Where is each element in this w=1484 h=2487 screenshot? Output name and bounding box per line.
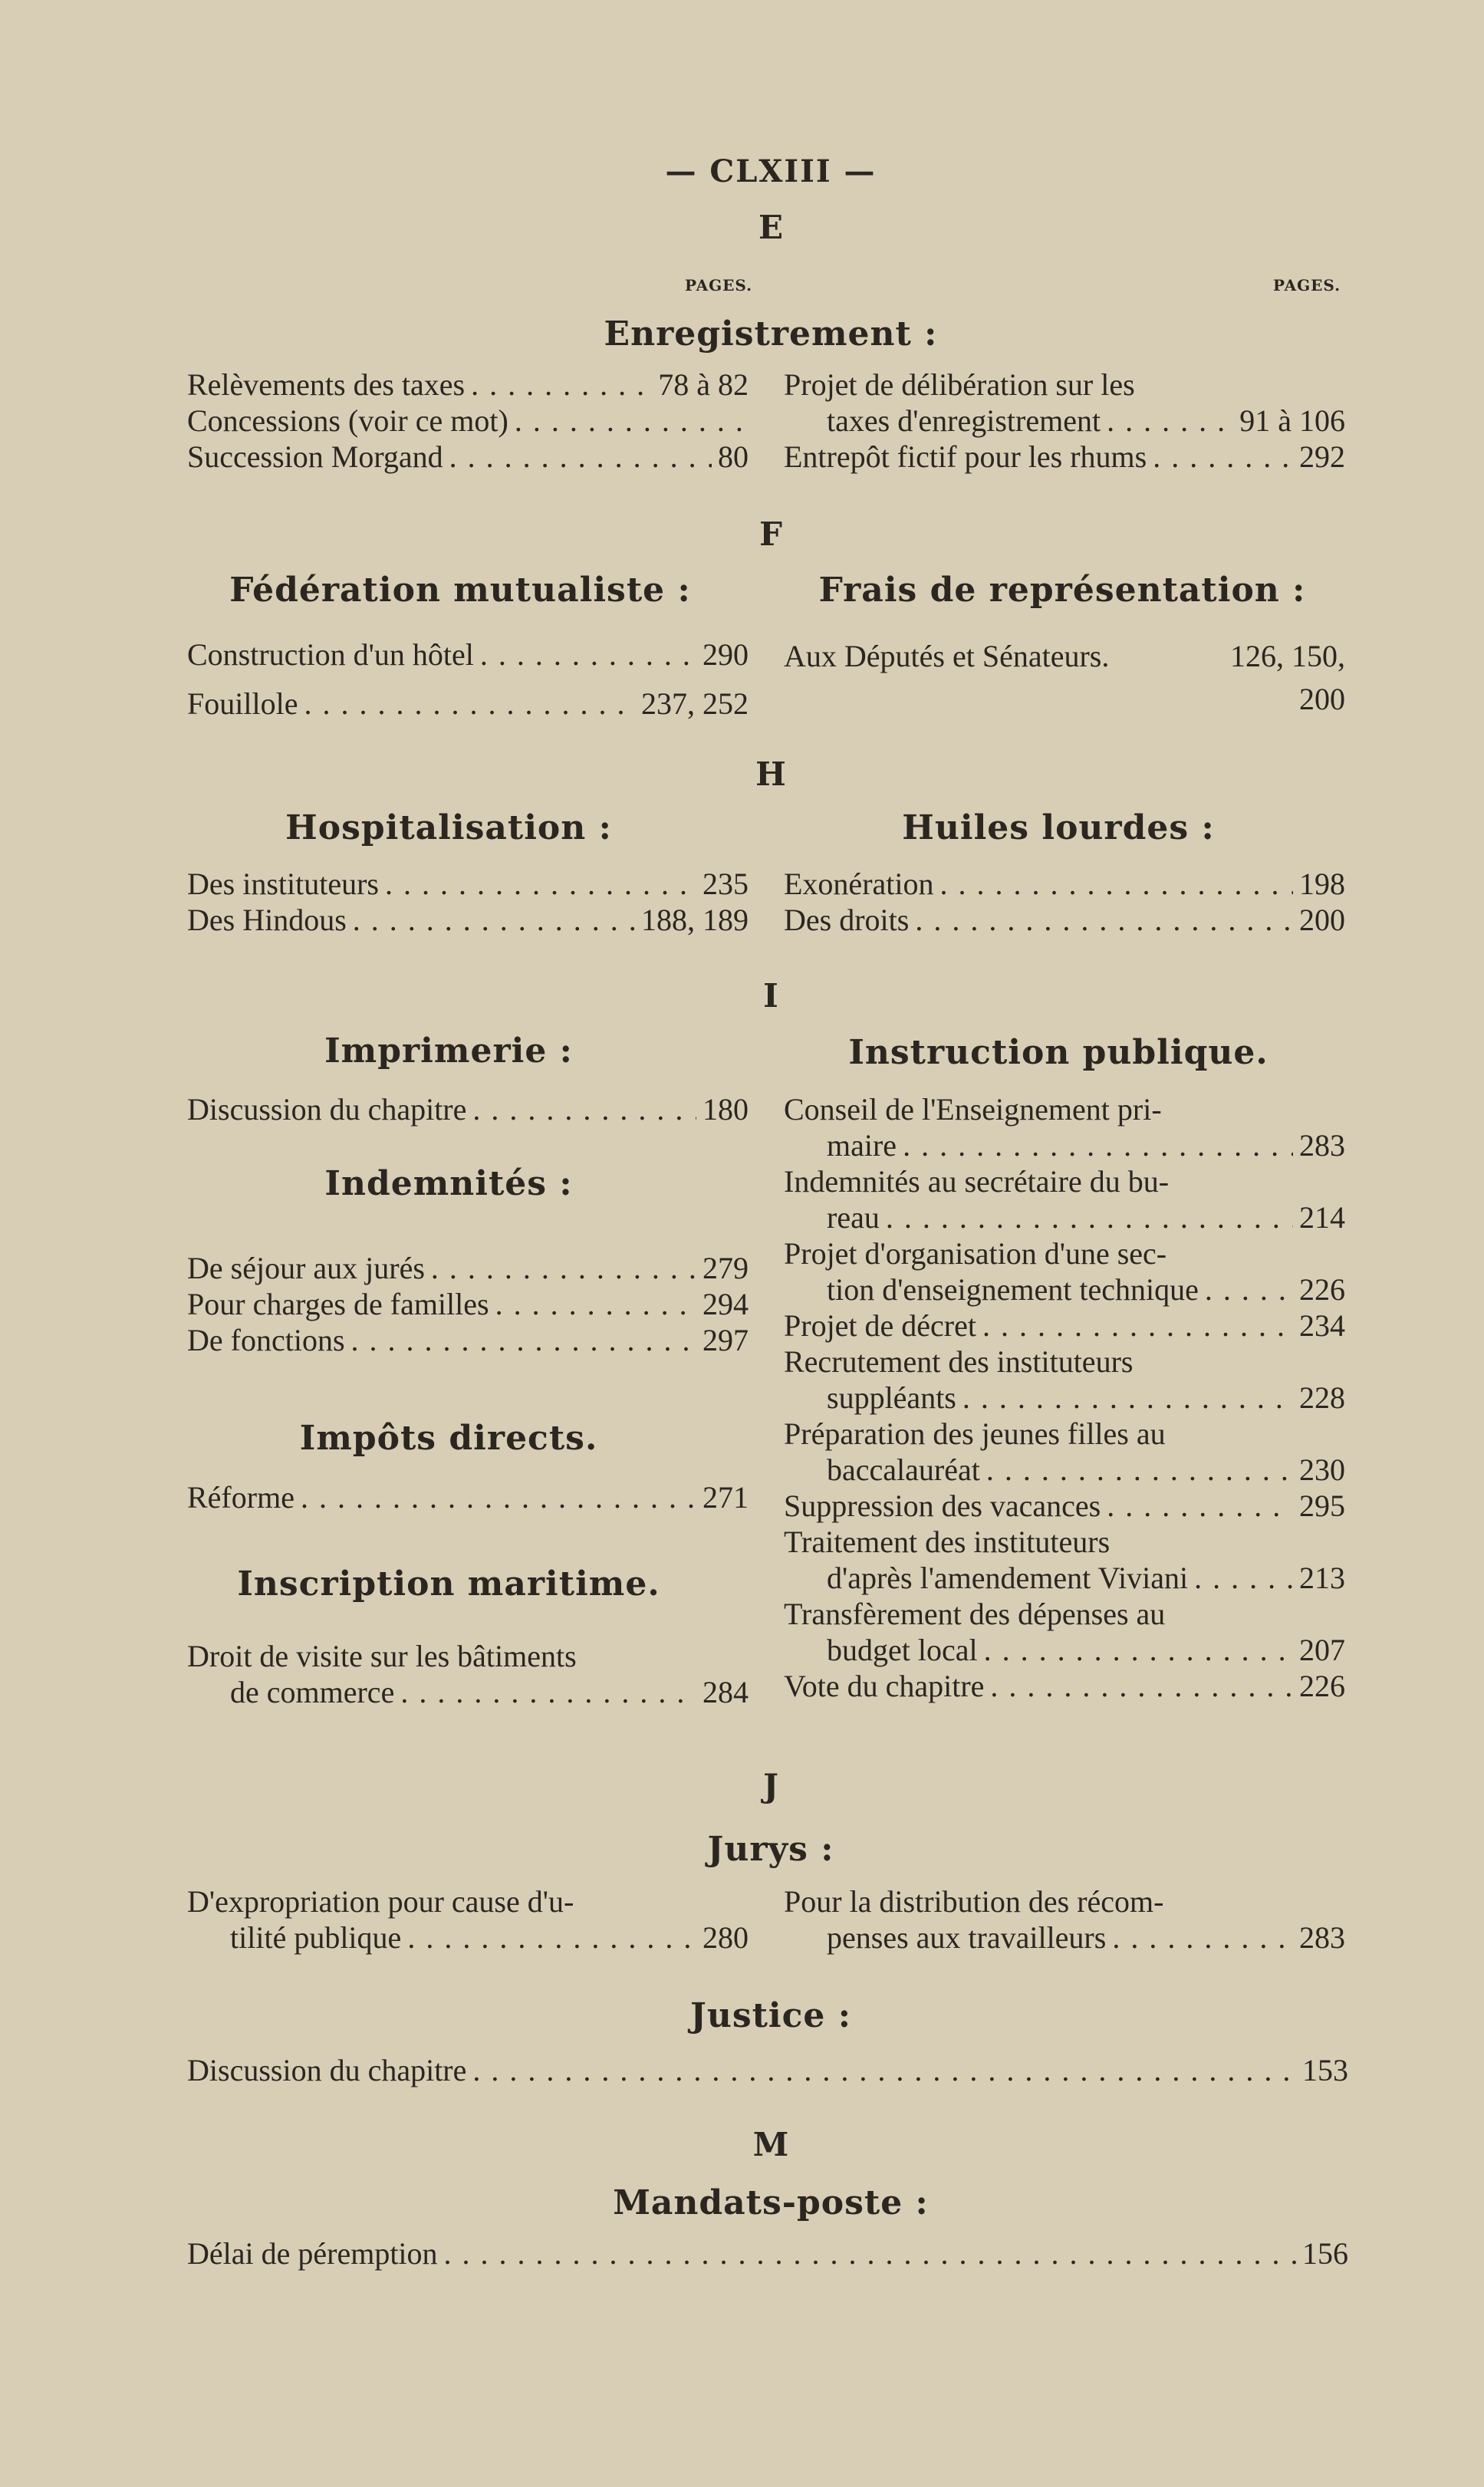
entry-pages: 200 — [1299, 903, 1345, 937]
impots-list — [187, 1479, 749, 1515]
dot-leader — [351, 1322, 696, 1358]
index-entry-line — [187, 679, 749, 729]
entry-text: Vote du chapitre — [784, 1669, 985, 1703]
heading-huiles-lourdes: Huiles lourdes : — [902, 808, 1215, 847]
pages-label-right: PAGES. — [1273, 276, 1341, 294]
index-entry — [784, 866, 1345, 902]
index-entry-line — [784, 1308, 1345, 1344]
index-entry — [784, 1668, 1345, 1704]
index-entry-line — [784, 866, 1345, 902]
index-entry-line — [187, 1883, 749, 1920]
section-letter-h: H — [755, 755, 786, 793]
entry-pages: 295 — [1299, 1489, 1345, 1523]
index-entry — [784, 1091, 1345, 1163]
entry-pages: 294 — [703, 1287, 749, 1321]
entry-text: Projet d'organisation d'une sec- — [784, 1236, 1167, 1271]
entry-text: Projet de délibération sur les — [784, 367, 1135, 402]
dot-leader — [407, 1920, 696, 1956]
index-entry — [784, 1596, 1345, 1668]
dot-leader — [886, 1199, 1293, 1235]
entry-pages: 207 — [1299, 1633, 1345, 1667]
index-entry — [187, 1479, 749, 1515]
heading-hospitalisation: Hospitalisation : — [285, 808, 612, 847]
dot-leader — [982, 1308, 1293, 1344]
index-entry — [784, 1163, 1345, 1235]
inscription-list — [187, 1638, 749, 1710]
index-entry — [187, 367, 749, 403]
index-entry-line — [187, 902, 749, 938]
index-entry-line — [784, 1127, 1345, 1163]
index-entry-line — [187, 1250, 749, 1286]
imprimerie-list — [187, 1091, 749, 1127]
dot-leader — [400, 1674, 696, 1710]
index-entry — [187, 2235, 1348, 2272]
dot-leader — [940, 866, 1294, 902]
index-entry — [187, 679, 749, 729]
index-entry — [784, 635, 1345, 678]
entry-pages: 279 — [703, 1251, 749, 1285]
jurys-left-list — [187, 1883, 749, 1956]
index-entry-line — [784, 1271, 1345, 1308]
dot-leader — [915, 902, 1293, 938]
entry-text: reau — [827, 1200, 880, 1235]
dot-leader — [480, 630, 696, 679]
entry-pages: 214 — [1299, 1200, 1345, 1235]
heading-mandats-poste: Mandats-poste : — [613, 2183, 929, 2222]
index-entry-line — [187, 1091, 749, 1127]
heading-frais-representation: Frais de représentation : — [818, 571, 1306, 610]
dot-leader — [449, 439, 712, 475]
heading-justice: Justice : — [690, 1996, 851, 2035]
pages-label-left: PAGES. — [685, 276, 753, 294]
frais-list — [784, 635, 1345, 721]
index-entry-line — [187, 403, 749, 439]
index-entry-line — [784, 1380, 1345, 1416]
entry-text: de commerce — [230, 1675, 395, 1709]
dot-leader — [986, 1452, 1293, 1488]
heading-jurys: Jurys : — [707, 1830, 834, 1869]
index-entry-line — [187, 630, 749, 679]
entry-pages: 271 — [703, 1480, 749, 1515]
index-entry — [784, 1883, 1345, 1956]
huiles-list — [784, 866, 1345, 938]
index-entry-line — [784, 1920, 1345, 1956]
entry-pages: 91 à 106 — [1239, 403, 1345, 438]
index-entry-line — [784, 902, 1345, 938]
entry-pages: 153 — [1302, 2053, 1348, 2087]
entry-text: suppléants — [827, 1380, 956, 1415]
index-entry-line — [784, 1560, 1345, 1596]
entry-pages: 237, 252 — [641, 686, 749, 721]
entry-text: Discussion du chapitre — [187, 1092, 467, 1127]
entry-text: baccalauréat — [827, 1452, 980, 1487]
entry-text: tion d'enseignement technique — [827, 1272, 1199, 1307]
index-entry-line — [187, 1322, 749, 1358]
entry-pages: 226 — [1299, 1272, 1345, 1307]
entry-text: tilité publique — [230, 1920, 402, 1955]
index-entry-line — [187, 1674, 749, 1710]
entry-pages: 234 — [1299, 1308, 1345, 1343]
index-entry-line — [187, 1479, 749, 1515]
index-entry-line — [187, 2052, 1348, 2088]
index-entry-line — [784, 1883, 1345, 1920]
justice-list — [187, 2052, 1348, 2088]
dot-leader — [472, 1091, 696, 1127]
dot-leader — [1107, 1488, 1293, 1524]
dot-leader — [301, 1479, 696, 1515]
entry-pages: 126, 150, — [1230, 639, 1345, 673]
index-entry — [784, 1488, 1345, 1524]
entry-text: Aux Députés et Sénateurs. — [784, 639, 1110, 673]
index-entry — [187, 866, 749, 902]
entry-text: d'après l'amendement Viviani — [827, 1561, 1189, 1595]
entry-text: Des instituteurs — [187, 867, 379, 901]
dot-leader — [304, 679, 635, 729]
entry-pages: 213 — [1299, 1561, 1345, 1595]
entry-pages: 180 — [703, 1092, 749, 1127]
instruction-list — [784, 1091, 1345, 1704]
entry-text: taxes d'enregistrement — [827, 403, 1101, 438]
index-entry-line — [784, 1416, 1345, 1452]
entry-pages: 188, 189 — [641, 903, 749, 937]
index-entry-line — [187, 866, 749, 902]
index-entry-line — [784, 1488, 1345, 1524]
entry-text: Réforme — [187, 1480, 294, 1515]
index-entry — [784, 1308, 1345, 1344]
index-entry-line — [187, 367, 749, 403]
index-entry-line — [784, 1235, 1345, 1271]
entry-text: maire — [827, 1128, 897, 1163]
entry-text: Traitement des instituteurs — [784, 1525, 1111, 1559]
entry-pages: 290 — [703, 637, 749, 672]
entry-text: Transfèrement des dépenses au — [784, 1597, 1166, 1631]
dot-leader — [444, 2235, 1296, 2272]
index-entry — [784, 1344, 1345, 1416]
enregistrement-left-list — [187, 367, 749, 475]
entry-text: Droit de visite sur les bâtiments — [187, 1639, 577, 1673]
heading-enregistrement: Enregistrement : — [604, 314, 938, 354]
entry-pages: 80 — [718, 439, 749, 474]
mandats-list — [187, 2235, 1348, 2272]
entry-pages: 226 — [1299, 1669, 1345, 1703]
heading-imprimerie: Imprimerie : — [324, 1031, 573, 1071]
entry-text: Relèvements des taxes — [187, 367, 466, 402]
index-entry-line — [784, 678, 1345, 721]
entry-text: Succession Morgand — [187, 439, 443, 474]
index-entry-line — [187, 2235, 1348, 2272]
index-entry-line — [784, 1668, 1345, 1704]
section-letter-f: F — [759, 515, 782, 553]
dot-leader — [1107, 403, 1233, 439]
index-entry-line — [784, 635, 1345, 678]
index-entry — [187, 2052, 1348, 2088]
section-letter-m: M — [752, 2126, 789, 2163]
dot-leader — [1112, 1920, 1293, 1956]
entry-pages: 200 — [1299, 682, 1345, 716]
entry-text: Des Hindous — [187, 903, 347, 937]
dot-leader — [431, 1250, 696, 1286]
index-entry-line — [187, 439, 749, 475]
entry-text: Discussion du chapitre — [187, 2053, 467, 2087]
entry-text: penses aux travailleurs — [827, 1920, 1107, 1955]
hospitalisation-list — [187, 866, 749, 938]
entry-pages: 156 — [1302, 2236, 1348, 2271]
dot-leader — [984, 1632, 1293, 1668]
entry-pages: 78 à 82 — [658, 367, 749, 402]
index-entry — [784, 439, 1345, 475]
federation-list — [187, 630, 749, 729]
dot-leader — [990, 1668, 1293, 1704]
jurys-right-list — [784, 1883, 1345, 1956]
entry-pages: 235 — [703, 867, 749, 901]
index-entry-line — [187, 1920, 749, 1956]
index-entry — [784, 1416, 1345, 1488]
entry-text: Construction d'un hôtel — [187, 637, 474, 672]
index-entry — [187, 403, 749, 439]
entry-pages: 297 — [703, 1323, 749, 1357]
entry-pages: 292 — [1299, 439, 1345, 474]
entry-pages: 283 — [1299, 1128, 1345, 1163]
entry-pages: 284 — [703, 1675, 749, 1709]
heading-impots-directs: Impôts directs. — [299, 1419, 598, 1458]
index-entry-line — [187, 1638, 749, 1674]
index-entry-line — [784, 1199, 1345, 1235]
dot-leader — [472, 2052, 1296, 2088]
index-entry — [187, 1286, 749, 1322]
section-letter-i: I — [763, 977, 778, 1015]
dot-leader — [353, 902, 635, 938]
entry-text: Préparation des jeunes filles au — [784, 1416, 1166, 1451]
indemnites-list — [187, 1250, 749, 1358]
index-entry — [187, 1638, 749, 1710]
entry-text: Entrepôt fictif pour les rhums — [784, 439, 1147, 474]
index-entry-line — [187, 1286, 749, 1322]
dot-leader — [903, 1127, 1293, 1163]
heading-instruction-publique: Instruction publique. — [848, 1033, 1268, 1072]
dot-leader — [962, 1380, 1293, 1416]
index-entry-line — [784, 1344, 1345, 1380]
index-entry — [784, 1235, 1345, 1308]
entry-text: Suppression des vacances — [784, 1489, 1101, 1523]
dot-leader — [1205, 1271, 1293, 1308]
entry-text: Recrutement des instituteurs — [784, 1344, 1134, 1379]
entry-text: Pour charges de familles — [187, 1287, 489, 1321]
dot-leader — [1194, 1560, 1293, 1596]
index-entry-line — [784, 439, 1345, 475]
index-entry-line — [784, 1524, 1345, 1560]
entry-text: Délai de péremption — [187, 2236, 438, 2271]
index-entry — [187, 630, 749, 679]
entry-text: Fouillole — [187, 686, 298, 721]
index-entry — [187, 1091, 749, 1127]
entry-text: Projet de décret — [784, 1308, 976, 1343]
entry-text: Pour la distribution des récom- — [784, 1884, 1164, 1919]
index-entry — [187, 1322, 749, 1358]
dot-leader — [385, 866, 696, 902]
entry-pages: 283 — [1299, 1920, 1345, 1955]
index-entry — [784, 1524, 1345, 1596]
heading-inscription-maritime: Inscription maritime. — [237, 1564, 660, 1604]
heading-federation-mutualiste: Fédération mutualiste : — [229, 571, 691, 610]
entry-pages: 198 — [1299, 867, 1345, 901]
dot-leader — [471, 367, 652, 403]
dot-leader — [1153, 439, 1293, 475]
entry-text: Des droits — [784, 903, 910, 937]
entry-text: Concessions (voir ce mot) — [187, 403, 508, 438]
entry-text: D'expropriation pour cause d'u- — [187, 1884, 574, 1919]
index-entry — [187, 902, 749, 938]
index-entry-line — [784, 1091, 1345, 1127]
index-entry — [784, 678, 1345, 721]
index-entry — [784, 902, 1345, 938]
entry-pages: 228 — [1299, 1380, 1345, 1415]
entry-text: Conseil de l'Enseignement pri- — [784, 1092, 1162, 1127]
entry-pages: 280 — [703, 1920, 749, 1955]
entry-text: De fonctions — [187, 1323, 345, 1357]
entry-text: budget local — [827, 1633, 978, 1667]
entry-pages: 230 — [1299, 1452, 1345, 1487]
heading-indemnites: Indemnités : — [324, 1164, 573, 1203]
index-entry — [784, 367, 1345, 439]
section-letter-j: J — [763, 1767, 778, 1804]
entry-text: De séjour aux jurés — [187, 1251, 425, 1285]
index-entry-line — [784, 367, 1345, 403]
running-head: — CLXIII — — [665, 153, 877, 189]
entry-text: Indemnités au secrétaire du bu- — [784, 1164, 1170, 1199]
index-entry — [187, 1883, 749, 1956]
index-entry-line — [784, 1632, 1345, 1668]
section-letter-e: E — [758, 209, 783, 246]
index-entry-line — [784, 1163, 1345, 1199]
dot-leader — [515, 403, 742, 439]
index-entry-line — [784, 1452, 1345, 1488]
dot-leader — [495, 1286, 696, 1322]
index-entry-line — [784, 1596, 1345, 1632]
index-entry-line — [784, 403, 1345, 439]
index-entry — [187, 439, 749, 475]
index-entry — [187, 1250, 749, 1286]
enregistrement-right-list — [784, 367, 1345, 475]
entry-text: Exonération — [784, 867, 934, 901]
